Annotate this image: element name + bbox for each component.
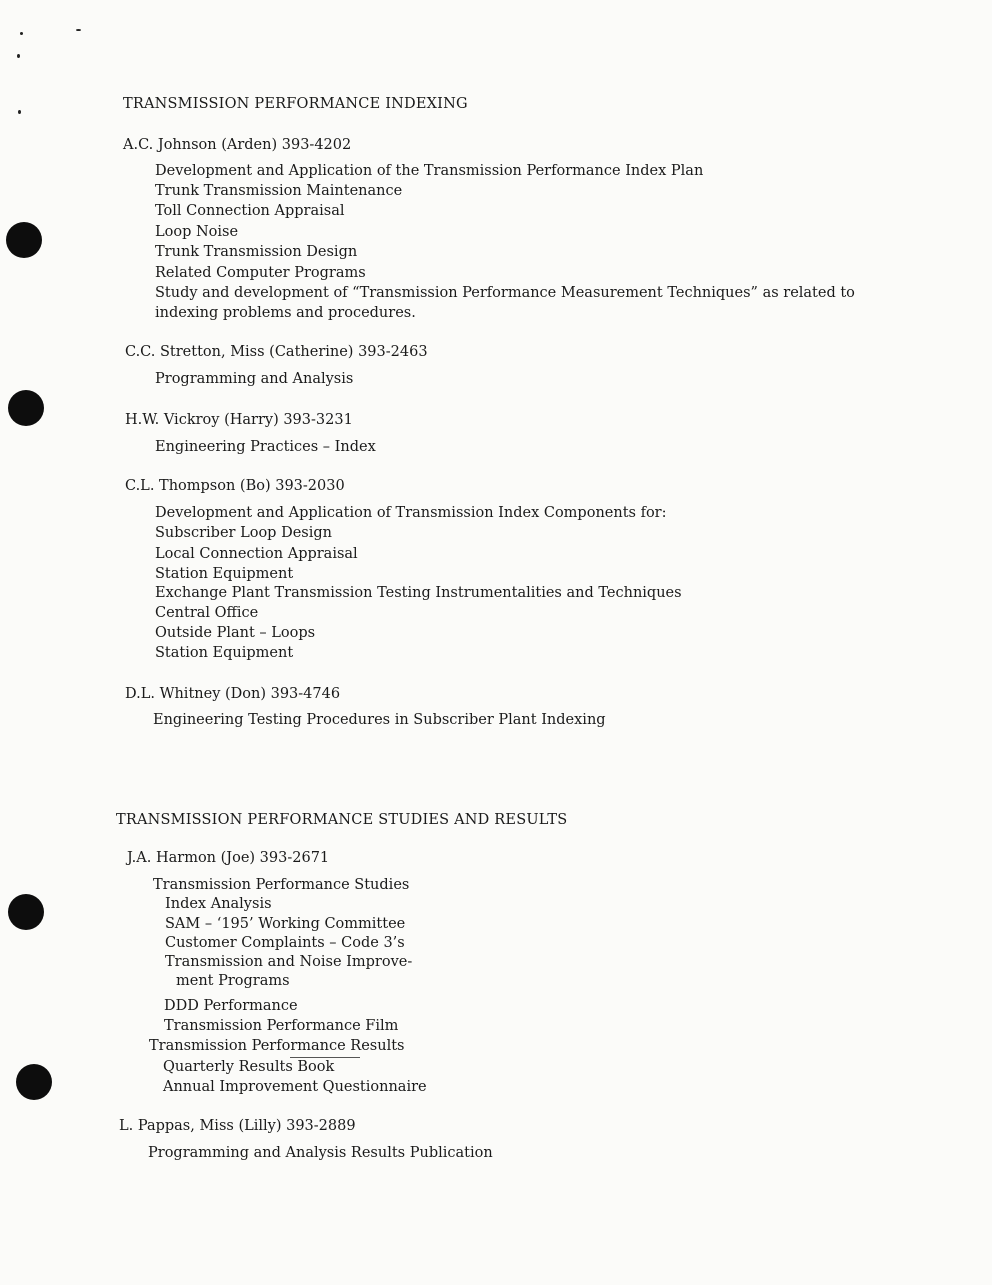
duty-line: Customer Complaints – Code 3’s [165, 935, 405, 951]
duty-line: Toll Connection Appraisal [155, 203, 345, 219]
punch-hole-2 [8, 390, 44, 426]
scan-speck [17, 54, 20, 58]
contact-harmon: J.A. Harmon (Joe) 393-2671 [127, 850, 330, 866]
duty-line: Central Office [155, 605, 259, 621]
duty-line: Related Computer Programs [155, 265, 366, 281]
duty-line: Transmission and Noise Improve- [165, 954, 413, 970]
scan-speck [20, 32, 23, 35]
contact-whitney: D.L. Whitney (Don) 393-4746 [125, 686, 341, 702]
duty-line: Programming and Analysis [155, 371, 354, 387]
contact-johnson: A.C. Johnson (Arden) 393-4202 [123, 137, 352, 153]
section-heading-indexing: TRANSMISSION PERFORMANCE INDEXING [123, 96, 468, 112]
contact-thompson: C.L. Thompson (Bo) 393-2030 [125, 478, 345, 494]
duty-line: SAM – ‘195’ Working Committee [165, 916, 406, 932]
contact-vickroy: H.W. Vickroy (Harry) 393-3231 [125, 412, 353, 428]
duty-line: Development and Application of Transmission Index Components for: [155, 505, 667, 521]
duty-line: Subscriber Loop Design [155, 525, 332, 541]
duty-line: Exchange Plant Transmission Testing Instrumentalities and Techniques [155, 585, 682, 601]
duty-line: indexing problems and procedures. [155, 305, 416, 321]
duty-line: Transmission Performance Film [164, 1018, 399, 1034]
duty-line: Programming and Analysis Results Publication [148, 1145, 493, 1161]
scan-speck [18, 110, 21, 114]
pen-underline [290, 1057, 360, 1058]
contact-pappas: L. Pappas, Miss (Lilly) 393-2889 [119, 1118, 356, 1134]
duty-line: Quarterly Results Book [163, 1059, 335, 1075]
section-heading-studies: TRANSMISSION PERFORMANCE STUDIES AND RESULTS [116, 812, 568, 828]
duty-line: Engineering Practices – Index [155, 439, 376, 455]
punch-hole-4 [16, 1064, 52, 1100]
contact-stretton: C.C. Stretton, Miss (Catherine) 393-2463 [125, 344, 428, 360]
duty-line: Trunk Transmission Maintenance [155, 183, 403, 199]
duty-line: Outside Plant – Loops [155, 625, 316, 641]
duty-line: Engineering Testing Procedures in Subscriber Plant Indexing [153, 712, 606, 728]
duty-line: DDD Performance [164, 998, 298, 1014]
duty-line: Loop Noise [155, 224, 239, 240]
duty-line: Study and development of “Transmission Performance Measurement Techniques” as related to [155, 285, 855, 301]
duty-line: Development and Application of the Transmission Performance Index Plan [155, 163, 704, 179]
scan-speck [76, 29, 81, 31]
duty-line: Transmission Performance Studies [153, 877, 410, 893]
duty-line: Station Equipment [155, 566, 294, 582]
punch-hole-3 [8, 894, 44, 930]
duty-line: ment Programs [176, 973, 290, 989]
duty-line: Local Connection Appraisal [155, 546, 358, 562]
duty-line: Trunk Transmission Design [155, 244, 358, 260]
punch-hole-1 [6, 222, 42, 258]
duty-line: Transmission Performance Results [149, 1038, 405, 1054]
duty-line: Station Equipment [155, 645, 294, 661]
duty-line: Annual Improvement Questionnaire [163, 1079, 427, 1095]
duty-line: Index Analysis [165, 896, 272, 912]
